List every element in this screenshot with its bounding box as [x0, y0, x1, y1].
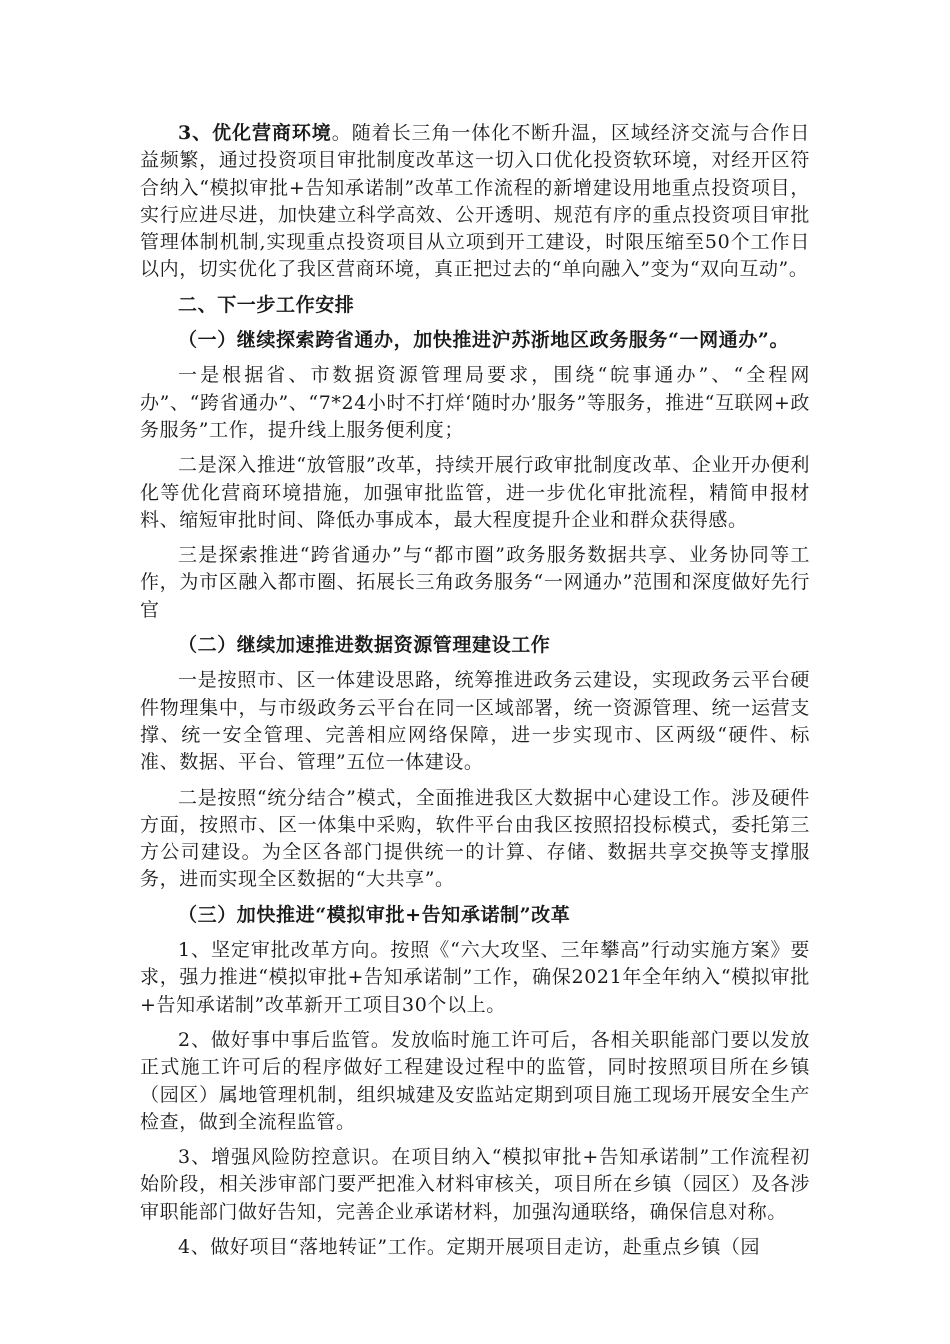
- paragraph: 一是根据省、市数据资源管理局要求，围绕“皖事通办”、“全程网办”、“跨省通办”、“7*24小时不打烊‘随时办’服务”等服务，推进“互联网+政务服务”工作，提升线上服务便利度；: [140, 364, 810, 441]
- paragraph: 一是按照市、区一体建设思路，统筹推进政务云建设，实现政务云平台硬件物理集中，与市级政务云平台在同一区域部署，统一资源管理、统一运营支撑、统一安全管理、完善相应网络保障，进一步实现市、区两级“硬件、标准、数据、平台、管理”五位一体建设。: [140, 669, 810, 774]
- subsection-heading-2: （二）继续加速推进数据资源管理建设工作: [178, 634, 551, 657]
- paragraph-body: 。随着长三角一体化不断升温，区域经济交流与合作日益频繁，通过投资项目审批制度改革这一切入口优化投资软环境，对经开区符合纳入“模拟审批+告知承诺制”改革工作流程的新增建设用地重点投资项目，实行应进尽进，加快建立科学高效、公开透明、规范有序的重点投资项目审批管理体制机制,实现重点投资项目从立项到开工建设，时限压缩至50个工作日以内，切实优化了我区营商环境，真正把过去的“单向融入”变为“双向互动”。: [140, 122, 810, 281]
- paragraph: 二是按照“统分结合”模式，全面推进我区大数据中心建设工作。涉及硬件方面，按照市、区一体集中采购，软件平台由我区按照招投标模式，委托第三方公司建设。为全区各部门提供统一的计算、存储、数据共享交换等支撑服务，进而实现全区数据的“大共享”。: [140, 786, 810, 891]
- section-heading-next-steps: 二、下一步工作安排: [178, 293, 355, 316]
- paragraph-lead: 3、优化营商环境: [178, 122, 332, 144]
- paragraph-business-environment: [140, 120, 810, 284]
- subsection-heading-3: （三）加快推进“模拟审批+告知承诺制”改革: [178, 903, 571, 926]
- paragraph: 4、做好项目“落地转证”工作。定期开展项目走访，赴重点乡镇（园: [178, 1235, 761, 1258]
- paragraph: 3、增强风险防控意识。在项目纳入“模拟审批+告知承诺制”工作流程初始阶段，相关涉审部门要严把准入材料审核关，项目所在乡镇（园区）及各涉审职能部门做好告知，完善企业承诺材料，加强沟通联络，确保信息对称。: [140, 1146, 810, 1223]
- subsection-heading-1: （一）继续探索跨省通办，加快推进沪苏浙地区政务服务“一网通办”。: [178, 329, 790, 352]
- paragraph: 二是深入推进“放管服”改革，持续开展行政审批制度改革、企业开办便利化等优化营商环境措施，加强审批监管，进一步优化审批流程，精简申报材料、缩短审批时间、降低办事成本，最大程度提升企业和群众获得感。: [140, 454, 810, 531]
- paragraph: 2、做好事中事后监管。发放临时施工许可后，各相关职能部门要以发放正式施工许可后的程序做好工程建设过程中的监管，同时按照项目所在乡镇（园区）属地管理机制，组织城建及安监站定期到项目施工现场开展安全生产检查，做到全流程监管。: [140, 1028, 810, 1133]
- paragraph: 三是探索推进“跨省通办”与“都市圈”政务服务数据共享、业务协同等工作，为市区融入都市圈、拓展长三角政务服务“一网通办”范围和深度做好先行官: [140, 544, 810, 621]
- paragraph: 1、坚定审批改革方向。按照《“六大攻坚、三年攀高”行动实施方案》要求，强力推进“模拟审批+告知承诺制”工作，确保2021年全年纳入“模拟审批+告知承诺制”改革新开工项目30个以上。: [140, 939, 810, 1016]
